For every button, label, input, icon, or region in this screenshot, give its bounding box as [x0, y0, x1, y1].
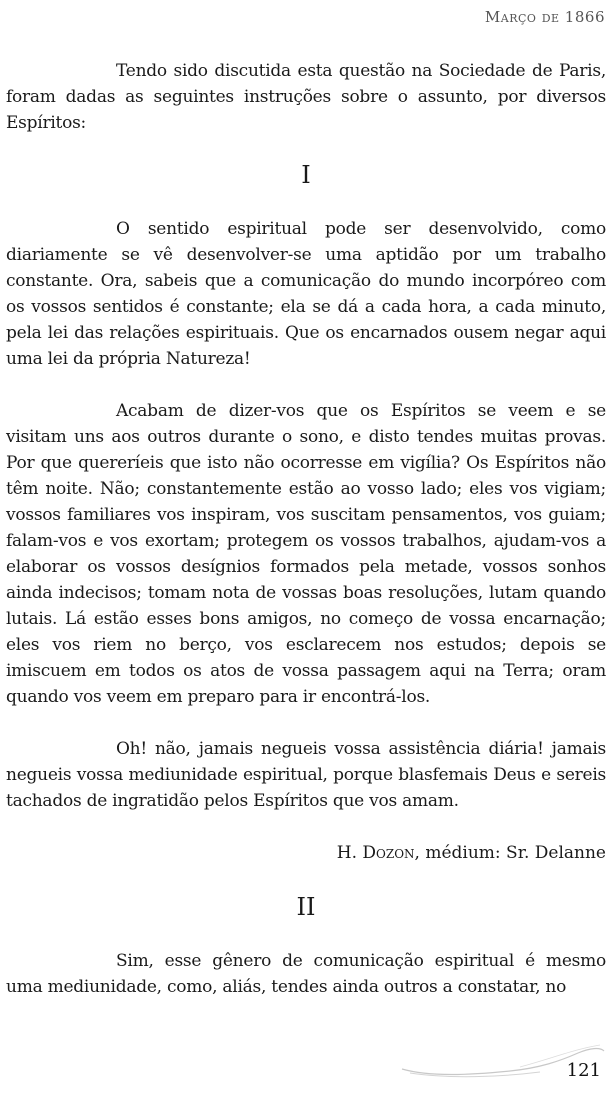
- page-number: 121: [566, 1060, 601, 1081]
- section-heading-2: II: [296, 893, 316, 921]
- attribution: [6, 840, 606, 866]
- section1-paragraph-1: O sentido espiritual pode ser desenvolvido, como diariamente se vê desenvolver-se uma aptidão por um trabalho constante. Ora, sabeis que a comunicação do mundo incorpóreo com os vossos sentidos é constante; ela se dá a cada hora, a cada minuto, pela lei das relações espirituais. Que os encarnados ousem negar aqui uma lei da própria Natureza!: [6, 219, 606, 369]
- section1-paragraph-2: Acabam de dizer-vos que os Espíritos se veem e se visitam uns aos outros durante o sono, e disto tendes muitas provas. Por que quereríeis que isto não ocorresse em vigília? Os Espíritos não têm noite. Não; constantemente estão ao vosso lado; eles vos vigiam; vossos familiares vos inspiram, vos suscitam pensamentos, vos guiam; falam-vos e vos exortam; protegem os vossos trabalhos, ajudam-vos a elaborar os vossos desígnios formados pela metade, vossos sonhos ainda indecisos; tomam nota de vossas boas resoluções, lutam quando lutais. Lá estão esses bons amigos, no começo de vossa encarnação; eles vos riem no berço, vos esclarecem nos estudos; depois se imiscuem em todos os atos de vossa passagem aqui na Terra; oram quando vos veem em preparo para ir encontrá-los.: [6, 401, 606, 707]
- attribution-name: H. Dozon: [336, 843, 415, 863]
- section-heading-1: I: [301, 161, 311, 189]
- section1-paragraph-3: Oh! não, jamais negueis vossa assistência diária! jamais negueis vossa mediunidade espiritual, porque blasfemais Deus e sereis tachados de ingratidão pelos Espíritos que vos amam.: [6, 739, 606, 811]
- page-body: [6, 58, 606, 1000]
- section2-paragraph-1: Sim, esse gênero de comunicação espiritual é mesmo uma mediunidade, como, aliás, tendes ainda outros a constatar, no: [6, 951, 606, 997]
- intro-paragraph: Tendo sido discutida esta questão na Sociedade de Paris, foram dadas as seguintes instruções sobre o assunto, por diversos Espíritos:: [6, 61, 606, 133]
- running-header: Março de 1866: [484, 8, 605, 26]
- attribution-rest: , médium: Sr. Delanne: [414, 843, 606, 863]
